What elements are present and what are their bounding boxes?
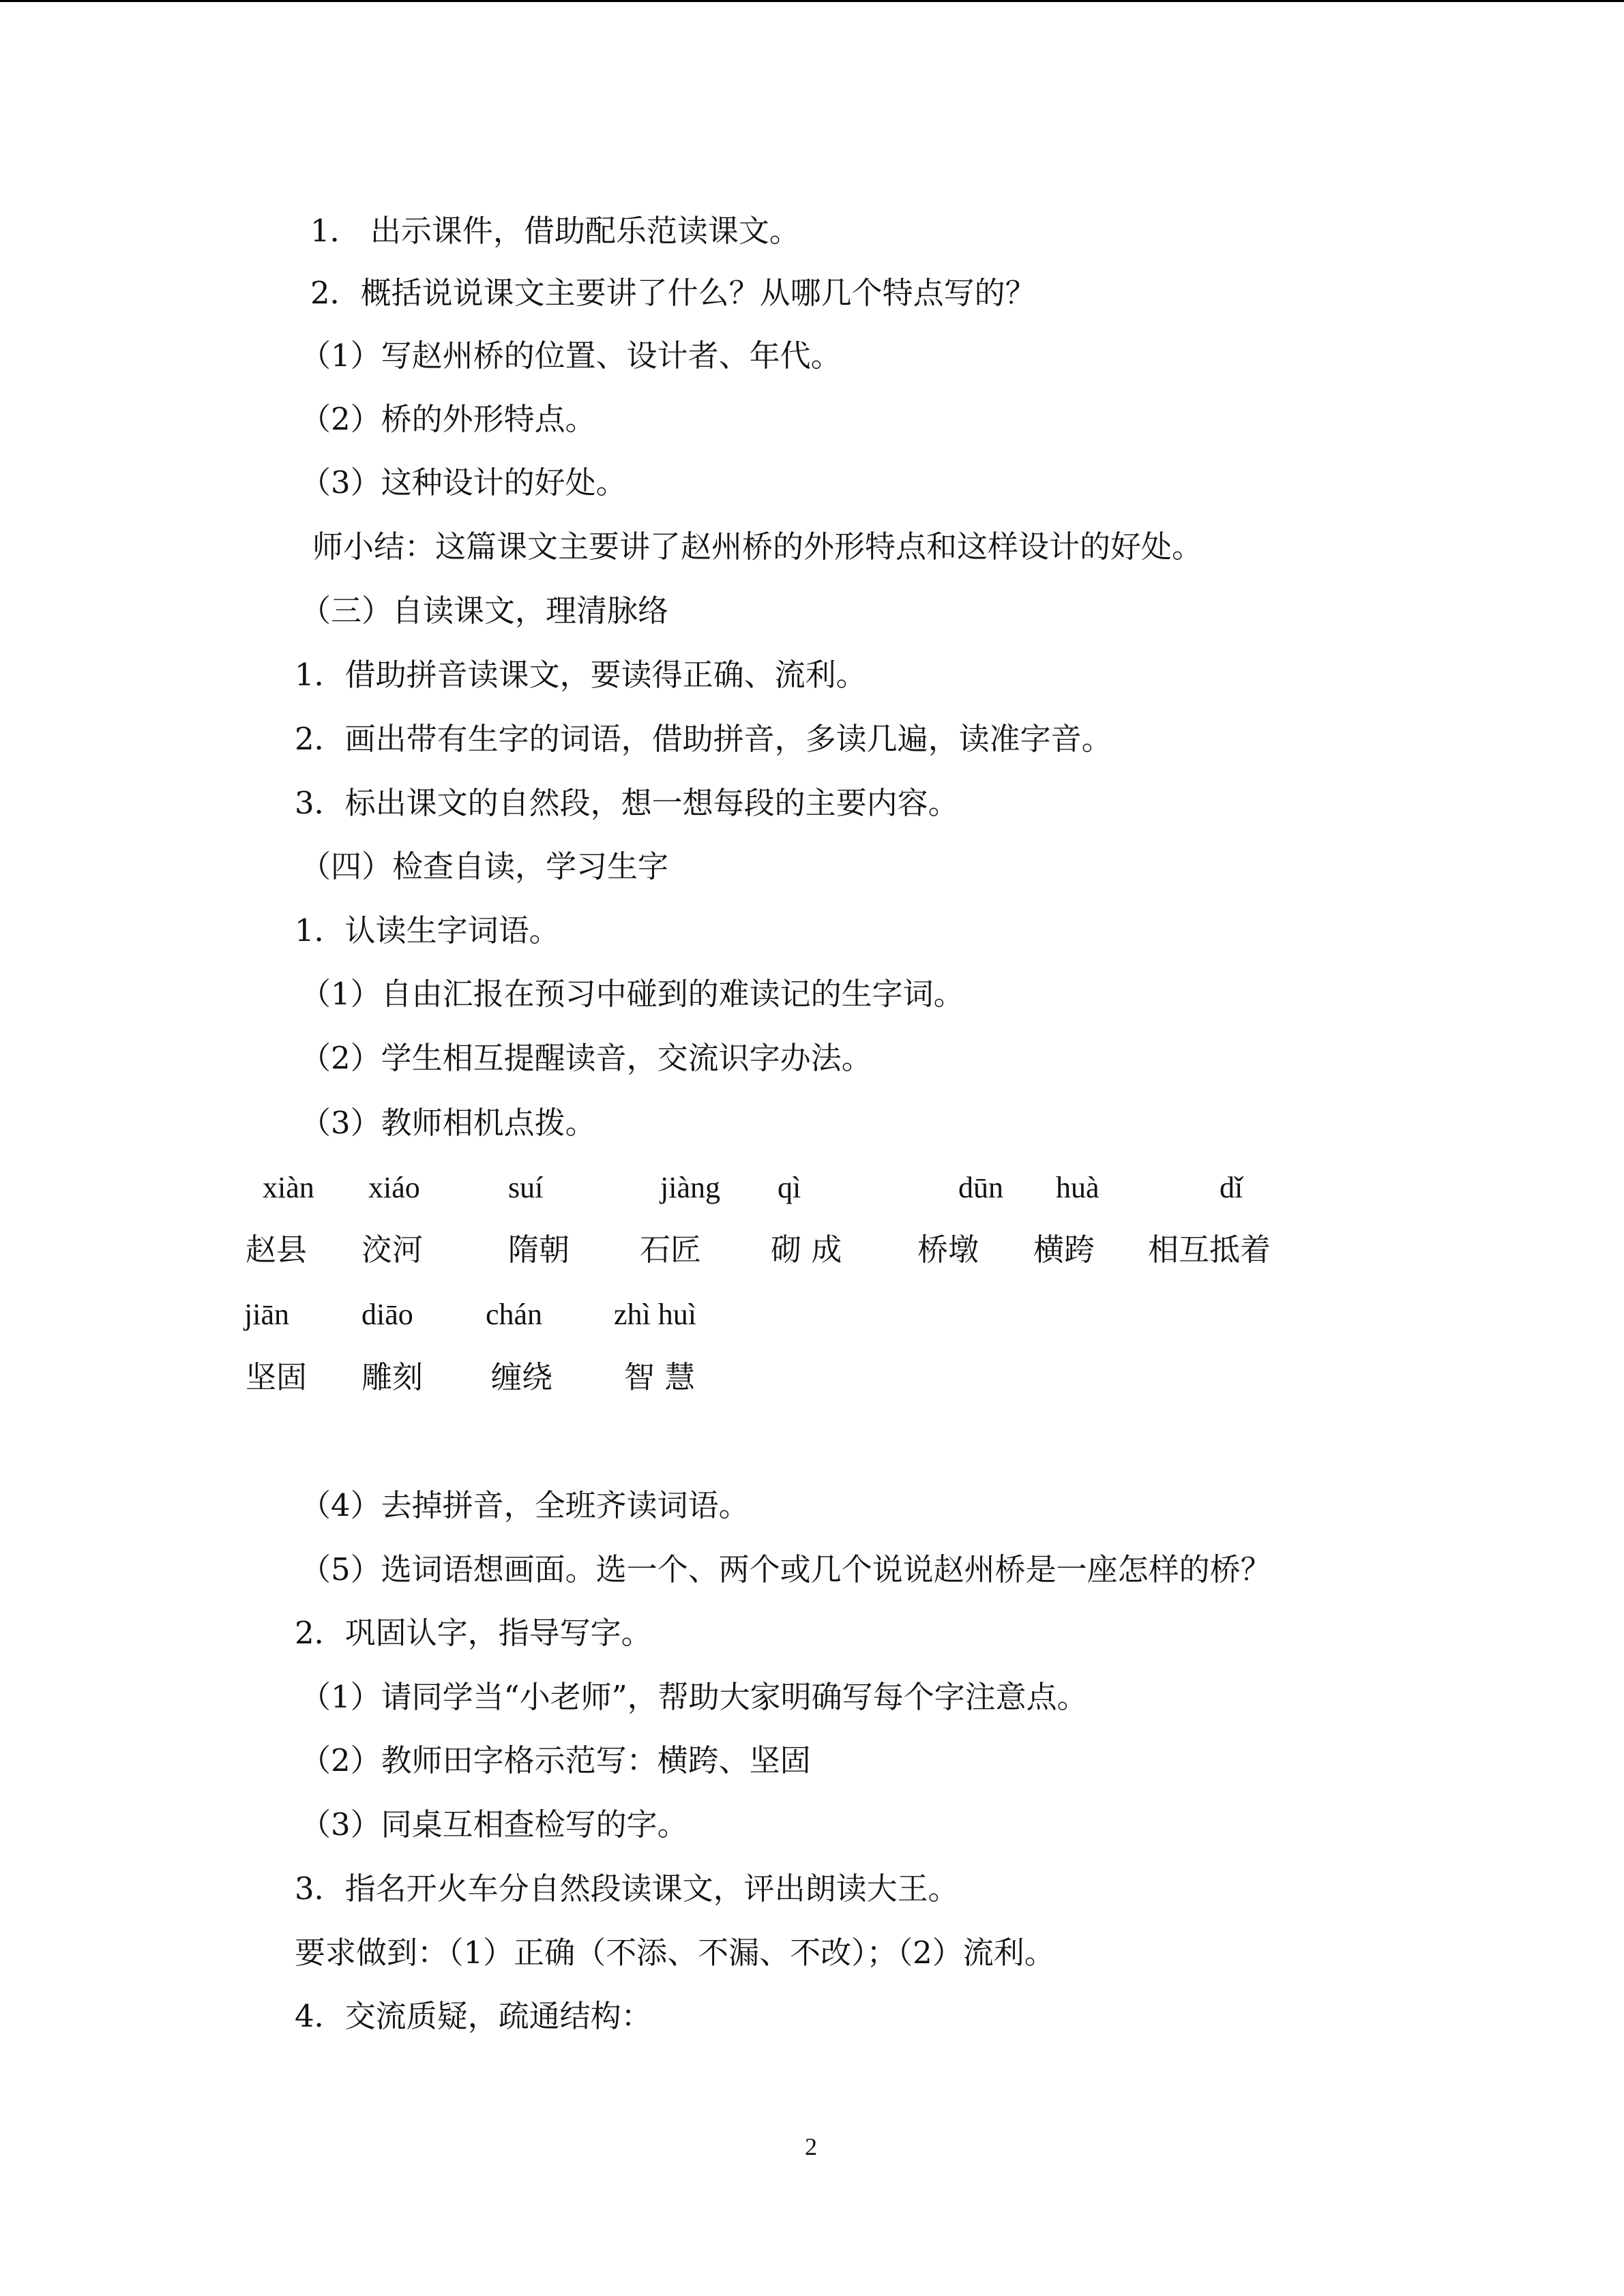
vocab-word: 桥墩 <box>917 1232 979 1268</box>
text-line: 师小结：这篇课文主要讲了赵州桥的外形特点和这样设计的好处。 <box>312 528 1203 565</box>
top-rule <box>0 0 1624 2</box>
pinyin: chán <box>486 1298 543 1331</box>
text-line: （3）同桌互相查检写的字。 <box>300 1806 688 1843</box>
pinyin: suí <box>508 1171 544 1204</box>
text-line: 2．巩固认字，指导写字。 <box>295 1615 652 1651</box>
text-line: 2．概括说说课文主要讲了什么？从哪几个特点写的？ <box>310 275 1036 311</box>
text-line: 3．指名开火车分自然段读课文，评出朗读大王。 <box>295 1870 959 1907</box>
vocab-word: 雕刻 <box>361 1359 424 1395</box>
vocab-word: 相互抵着 <box>1148 1232 1271 1268</box>
vocab-word: 石匠 <box>640 1232 702 1268</box>
text-line: （1）写赵州桥的位置、设计者、年代。 <box>300 338 842 374</box>
pinyin: qì <box>778 1171 801 1204</box>
text-line: （3）教师相机点拨。 <box>300 1105 596 1141</box>
text-line: （2）桥的外形特点。 <box>300 401 596 437</box>
page-number: 2 <box>805 2133 817 2160</box>
vocab-word: 赵县 <box>246 1232 308 1268</box>
text-line: 4．交流质疑，疏通结构： <box>295 1998 652 2034</box>
text-line: 1． 出示课件，借助配乐范读课文。 <box>310 213 800 249</box>
text-line: （3）这种设计的好处。 <box>300 464 627 501</box>
vocab-word: 横跨 <box>1033 1232 1095 1268</box>
vocab-word: 智 慧 <box>624 1359 696 1395</box>
text-line: （2）教师田字格示范写：横跨、坚固 <box>300 1742 811 1778</box>
vocab-word: 隋朝 <box>508 1232 570 1268</box>
text-line: （4）去掉拼音，全班齐读词语。 <box>300 1487 750 1523</box>
vocab-word: 洨河 <box>361 1232 424 1268</box>
pinyin: jiān <box>244 1298 289 1331</box>
vocab-word: 砌 成 <box>771 1232 842 1268</box>
pinyin: zhì huì <box>614 1298 696 1331</box>
pinyin: diāo <box>361 1298 413 1331</box>
text-line: （2）学生相互提醒读音，交流识字办法。 <box>300 1040 872 1076</box>
text-line: （5）选词语想画面。选一个、两个或几个说说赵州桥是一座怎样的桥？ <box>300 1551 1271 1587</box>
pinyin: dǐ <box>1220 1171 1243 1204</box>
vocab-word: 缠绕 <box>491 1359 553 1395</box>
text-line: 1．借助拼音读课文，要读得正确、流利。 <box>295 657 867 693</box>
section-heading: （四）检查自读，学习生字 <box>300 848 669 884</box>
text-line: （1）请同学当“小老师”，帮助大家明确写每个字注意点。 <box>300 1679 1088 1715</box>
pinyin: xiàn <box>263 1171 314 1204</box>
vocab-word: 坚固 <box>246 1359 308 1395</box>
section-heading: （三）自读课文，理清脉络 <box>300 593 669 629</box>
text-line: 3．标出课文的自然段，想一想每段的主要内容。 <box>295 785 959 821</box>
text-line: 2．画出带有生字的词语，借助拼音，多读几遍，读准字音。 <box>295 721 1112 757</box>
pinyin: xiáo <box>368 1171 420 1204</box>
text-line: 1．认读生字词语。 <box>295 912 560 949</box>
pinyin: jiàng <box>660 1171 720 1204</box>
text-line: 要求做到：（1）正确（不添、不漏、不改）；（2）流利。 <box>295 1935 1055 1971</box>
text-line: （1）自由汇报在预习中碰到的难读记的生字词。 <box>300 976 964 1012</box>
pinyin: dūn <box>958 1171 1003 1204</box>
pinyin: huà <box>1056 1171 1099 1204</box>
